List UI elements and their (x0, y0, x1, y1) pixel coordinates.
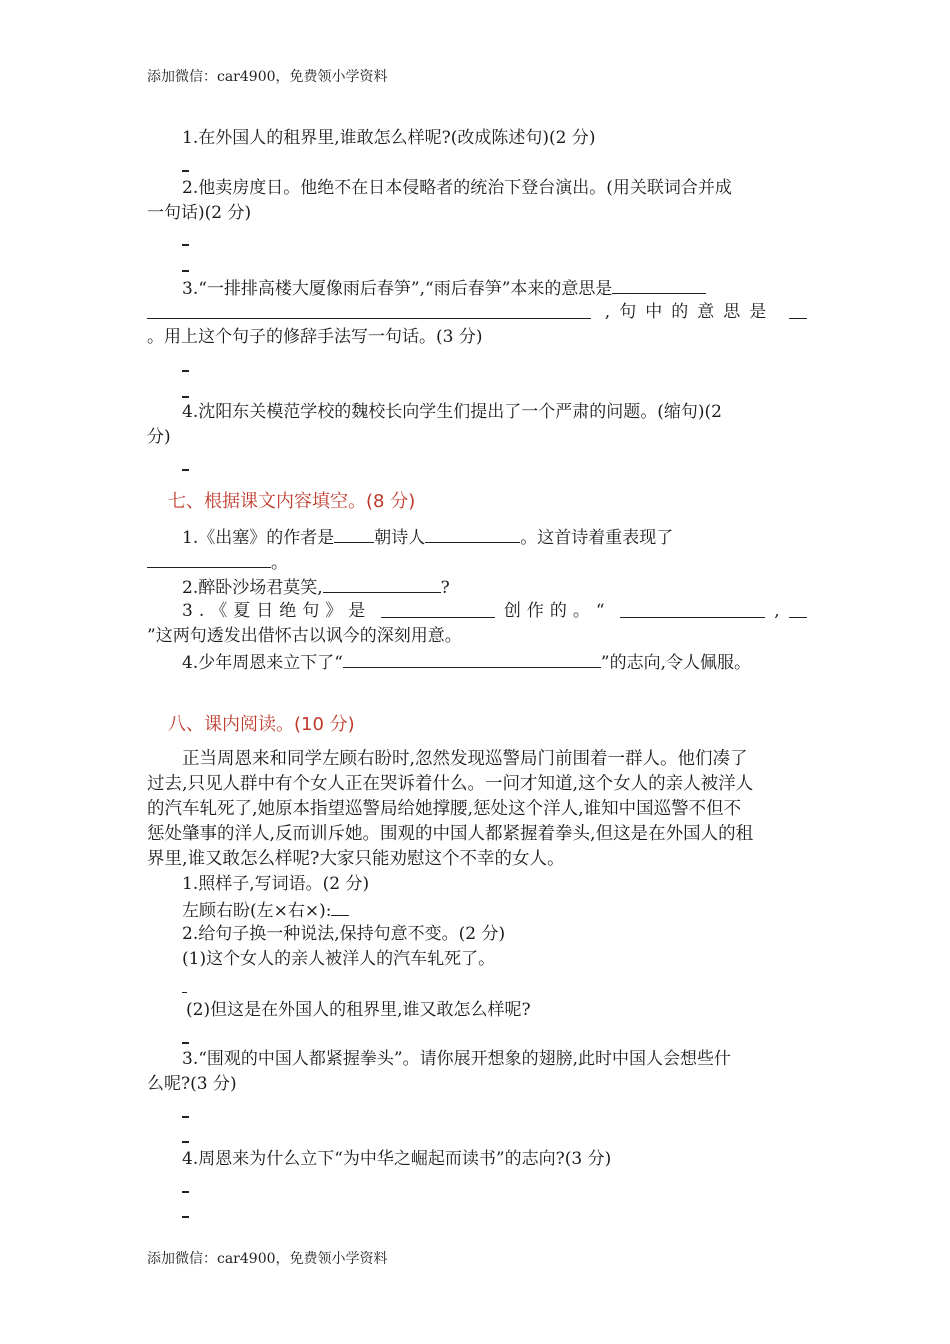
example-text: 左顾右盼(左×右×): (182, 901, 332, 921)
answer-line-marker (182, 469, 189, 471)
question-3-line1 (182, 275, 706, 301)
fill-question-1 (182, 524, 673, 550)
fill-blank[interactable] (331, 897, 349, 916)
fill-text: 。这首诗着重表现了 (520, 528, 674, 548)
section-7-heading: 七、根据课文内容填空。(8 分) (168, 491, 416, 512)
answer-line-marker (182, 244, 189, 246)
passage-line-5: 界里,谁又敢怎么样呢?大家只能劝慰这个不幸的女人。 (147, 849, 565, 869)
fill-blank[interactable] (323, 574, 441, 593)
question-4-line1: 4.沈阳东关模范学校的魏校长向学生们提出了一个严肃的问题。(缩句)(2 (182, 402, 722, 422)
fill-blank[interactable] (425, 524, 520, 543)
question-3-text: ,句中的意思是 (604, 302, 776, 322)
question-3-line3: 。用上这个句子的修辞手法写一句话。(3 分) (147, 327, 483, 347)
fill-blank[interactable] (343, 649, 601, 668)
fill-text: , (774, 601, 780, 621)
answer-line-marker (182, 1191, 189, 1193)
reading-question-2-part2: (2)但这是在外国人的租界里,谁又敢怎么样呢? (186, 1000, 531, 1020)
fill-question-4 (182, 649, 751, 675)
fill-blank[interactable] (334, 524, 374, 543)
fill-blank[interactable] (620, 599, 765, 618)
question-2-line2: 一句话)(2 分) (147, 203, 252, 223)
answer-line-marker (182, 1116, 189, 1118)
fill-text: 朝诗人 (374, 528, 426, 548)
answer-line-marker (182, 992, 187, 993)
fill-text: 2.醉卧沙场君莫笑, (182, 578, 323, 598)
passage-line-3: 的汽车轧死了,她原本指望巡警局给她撑腰,惩处这个洋人,谁知中国巡警不但不 (147, 799, 742, 819)
reading-question-1-example (182, 897, 349, 923)
page-footer: 添加微信：car4900，免费领小学资料 (147, 1251, 388, 1267)
reading-question-4: 4.周恩来为什么立下“为中华之崛起而读书”的志向?(3 分) (182, 1149, 612, 1169)
fill-text: ”的志向,令人佩服。 (600, 653, 752, 673)
passage-line-1: 正当周恩来和同学左顾右盼时,忽然发现巡警局门前围着一群人。他们凑了 (182, 749, 748, 769)
reading-question-3-line2: 么呢?(3 分) (147, 1074, 237, 1094)
question-3-text: 3.“一排排高楼大厦像雨后春笋”,“雨后春笋”本来的意思是 (182, 279, 613, 299)
fill-text: 4.少年周恩来立下了“ (182, 653, 343, 673)
fill-text: 1.《出塞》的作者是 (182, 528, 335, 548)
answer-line-marker (182, 1141, 189, 1143)
answer-line-marker (182, 170, 189, 172)
page-header: 添加微信：car4900，免费领小学资料 (147, 69, 388, 85)
reading-question-2: 2.给句子换一种说法,保持句意不变。(2 分) (182, 924, 506, 944)
question-3-line2 (147, 300, 807, 324)
fill-text: ? (440, 578, 450, 598)
fill-text: 创作的。“ (503, 601, 611, 621)
answer-line-marker (182, 370, 189, 372)
answer-line-marker (182, 270, 189, 272)
fill-question-1-line2 (147, 549, 288, 575)
fill-blank[interactable] (789, 300, 807, 319)
question-2-line1: 2.他卖房度日。他绝不在日本侵略者的统治下登台演出。(用关联词合并成 (182, 178, 732, 198)
passage-line-2: 过去,只见人群中有个女人正在哭诉着什么。一问才知道,这个女人的亲人被洋人 (147, 774, 754, 794)
fill-blank[interactable] (612, 275, 706, 294)
question-1: 1.在外国人的租界里,谁敢怎么样呢?(改成陈述句)(2 分) (182, 128, 596, 148)
fill-question-3 (182, 599, 807, 623)
fill-text: 3.《夏日绝句》是 (182, 601, 372, 621)
answer-line-marker (182, 1042, 189, 1044)
answer-line-marker (182, 1216, 189, 1218)
fill-question-3-line2: ”这两句透发出借怀古以讽今的深刻用意。 (147, 626, 462, 646)
fill-text: 。 (271, 553, 288, 573)
section-8-heading: 八、课内阅读。(10 分) (168, 714, 355, 735)
fill-blank[interactable] (381, 599, 495, 618)
reading-question-3-line1: 3.“围观的中国人都紧握拳头”。请你展开想象的翅膀,此时中国人会想些什 (182, 1049, 732, 1069)
question-4-line2: 分) (147, 427, 171, 447)
reading-question-2-part1: (1)这个女人的亲人被洋人的汽车轧死了。 (182, 949, 496, 969)
passage-line-4: 惩处肇事的洋人,反而训斥她。围观的中国人都紧握着拳头,但这是在外国人的租 (147, 824, 754, 844)
fill-blank[interactable] (147, 300, 591, 319)
fill-question-2 (182, 574, 450, 600)
fill-blank[interactable] (147, 549, 271, 568)
reading-question-1: 1.照样子,写词语。(2 分) (182, 874, 370, 894)
answer-line-marker (182, 396, 189, 398)
fill-blank[interactable] (789, 599, 807, 618)
